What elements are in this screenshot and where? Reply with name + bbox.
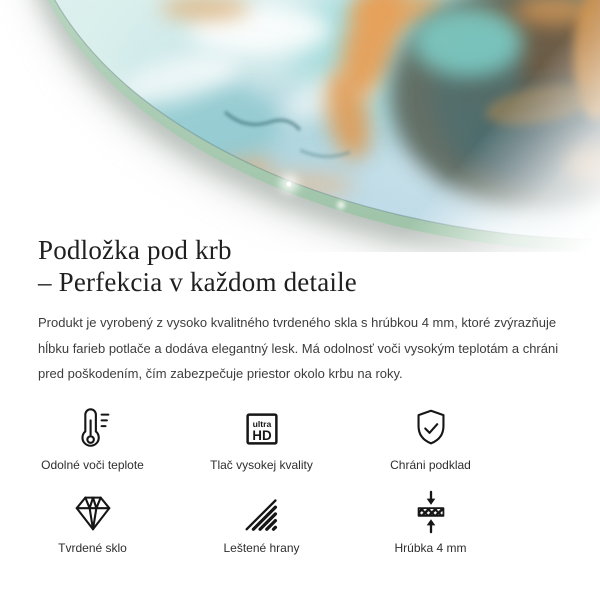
ultra-hd-icon xyxy=(239,405,285,453)
feature-label: Hrúbka 4 mm xyxy=(394,540,467,555)
shield-check-icon xyxy=(408,405,454,453)
svg-text:ultra: ultra xyxy=(252,418,271,429)
feature-print-quality xyxy=(177,405,346,472)
features-grid xyxy=(8,405,562,555)
polished-edges-icon xyxy=(239,488,285,536)
fireplace-glass-pad-image xyxy=(0,0,600,252)
product-image xyxy=(0,0,600,252)
feature-protects-surface xyxy=(346,405,515,472)
feature-label: Odolné voči teplote xyxy=(41,457,144,472)
product-description: Produkt je vyrobený z vysoko kvalitného tvrdeného skla s hrúbkou 4 mm, ktoré zvýrazňuje hĺbku farieb potlače a dodáva elegantný lesk. Má odolnosť voči vysokým teplotám a chráni pred poškodením, čím zabezpečuje priestor okolo krbu na roky. xyxy=(38,315,559,381)
feature-label: Leštené hrany xyxy=(223,540,300,555)
feature-heat-resistant xyxy=(8,405,177,472)
feature-polished-edges xyxy=(177,488,346,555)
feature-thickness xyxy=(346,488,515,555)
light-fade xyxy=(0,0,600,252)
feature-tempered-glass xyxy=(8,488,177,555)
diamond-icon xyxy=(70,488,116,536)
page-title-line-1: Podložka pod krb xyxy=(38,235,232,265)
thermometer-icon xyxy=(70,405,116,453)
page-title xyxy=(38,234,562,298)
product-content xyxy=(0,234,600,555)
thickness-icon xyxy=(408,488,454,536)
page-title-line-2: – Perfekcia v každom detaile xyxy=(38,267,357,297)
svg-text:HD: HD xyxy=(251,427,272,443)
feature-label: Tlač vysokej kvality xyxy=(210,457,313,472)
feature-label: Chráni podklad xyxy=(390,457,471,472)
feature-label: Tvrdené sklo xyxy=(58,540,127,555)
